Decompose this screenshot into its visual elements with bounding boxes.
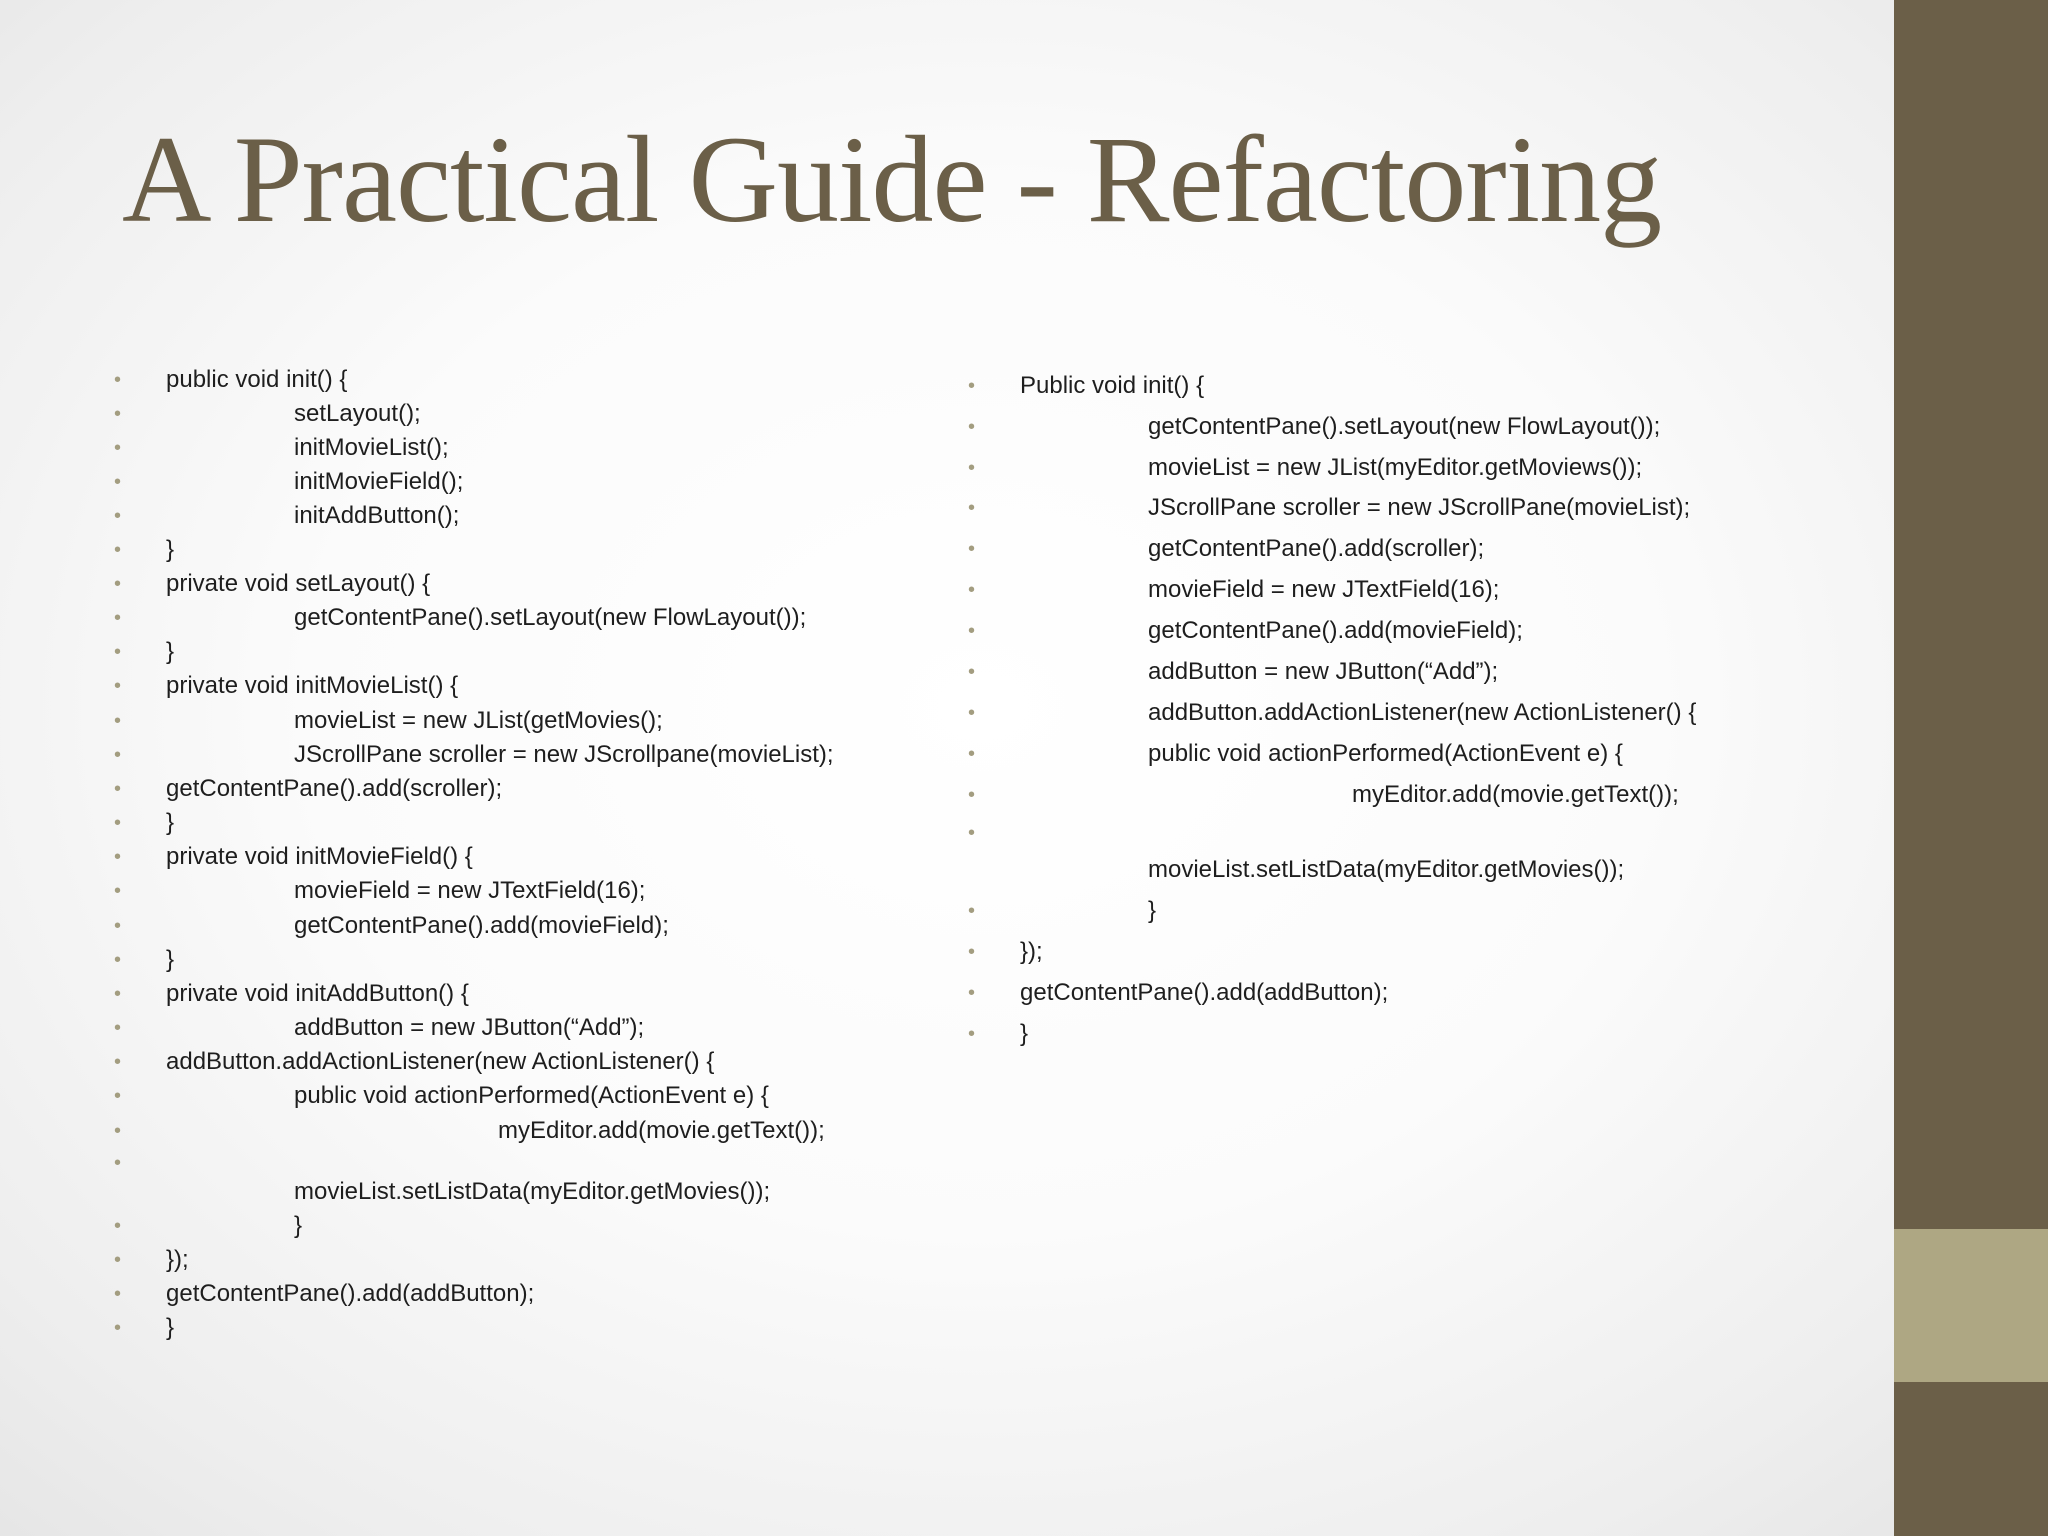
bullet-icon: •	[114, 675, 122, 697]
left-code-line	[114, 637, 1014, 667]
code-text: JScrollPane scroller = new JScrollPane(movieList);	[1148, 494, 1691, 521]
code-text: movieList = new JList(myEditor.getMoviews());	[1148, 454, 1643, 481]
left-code-line	[114, 1148, 1014, 1178]
bullet-icon: •	[968, 784, 976, 806]
bullet-icon: •	[114, 812, 122, 834]
right-code-line	[968, 855, 1868, 885]
bullet-icon: •	[968, 375, 976, 397]
code-text: initMovieList();	[294, 434, 449, 461]
code-text: getContentPane().add(movieField);	[1148, 617, 1523, 644]
right-code-line	[968, 616, 1868, 646]
right-code-line	[968, 453, 1868, 483]
code-text: }	[166, 946, 175, 973]
left-code-line	[114, 1177, 1014, 1207]
code-text: });	[166, 1246, 189, 1273]
bullet-icon: •	[114, 1051, 122, 1073]
slide-title: A Practical Guide - Refactoring	[122, 111, 1662, 248]
left-code-line	[114, 535, 1014, 565]
code-text: myEditor.add(movie.getText());	[1352, 781, 1679, 808]
left-code-line	[114, 501, 1014, 531]
code-text: addButton = new JButton(“Add”);	[1148, 658, 1499, 685]
code-text: movieField = new JTextField(16);	[294, 877, 646, 904]
code-text: public void actionPerformed(ActionEvent e) {	[1148, 740, 1623, 767]
code-text: getContentPane().add(addButton);	[1020, 979, 1389, 1006]
left-code-line	[114, 467, 1014, 497]
right-code-line	[968, 412, 1868, 442]
left-code-line	[114, 911, 1014, 941]
bullet-icon: •	[968, 620, 976, 642]
bullet-icon: •	[968, 702, 976, 724]
left-code-line	[114, 808, 1014, 838]
code-text: getContentPane().add(addButton);	[166, 1280, 535, 1307]
code-text: getContentPane().setLayout(new FlowLayout());	[1148, 413, 1661, 440]
right-code-line	[968, 534, 1868, 564]
left-code-line	[114, 774, 1014, 804]
code-text: addButton.addActionListener(new ActionListener() {	[166, 1048, 715, 1075]
right-code-line	[968, 575, 1868, 605]
left-code-line	[114, 1047, 1014, 1077]
code-text: setLayout();	[294, 400, 421, 427]
code-text: Public void init() {	[1020, 372, 1205, 399]
left-code-line	[114, 399, 1014, 429]
left-code-line	[114, 1013, 1014, 1043]
left-code-line	[114, 740, 1014, 770]
side-accent-block	[1894, 1229, 2048, 1382]
bullet-icon: •	[114, 1085, 122, 1107]
code-text: });	[1020, 938, 1043, 965]
code-text: movieList = new JList(getMovies();	[294, 707, 663, 734]
right-code-line	[968, 937, 1868, 967]
code-text: getContentPane().add(scroller);	[166, 775, 503, 802]
left-code-line	[114, 603, 1014, 633]
code-text: }	[166, 809, 175, 836]
right-code-line	[968, 739, 1868, 769]
code-text: }	[294, 1212, 303, 1239]
code-text: }	[166, 1314, 175, 1341]
left-code-line	[114, 842, 1014, 872]
left-code-line	[114, 569, 1014, 599]
bullet-icon: •	[114, 1283, 122, 1305]
bullet-icon: •	[968, 941, 976, 963]
code-text: private void initMovieField() {	[166, 843, 473, 870]
right-code-line	[968, 698, 1868, 728]
code-text: movieList.setListData(myEditor.getMovies());	[1148, 856, 1625, 883]
right-code-line	[968, 896, 1868, 926]
left-code-line	[114, 1279, 1014, 1309]
code-text: JScrollPane scroller = new JScrollpane(movieList);	[294, 741, 834, 768]
right-code-line	[968, 493, 1868, 523]
code-text: addButton = new JButton(“Add”);	[294, 1014, 645, 1041]
left-code-line	[114, 945, 1014, 975]
right-code-line	[968, 780, 1868, 810]
bullet-icon: •	[968, 982, 976, 1004]
bullet-icon: •	[114, 539, 122, 561]
left-code-line	[114, 1245, 1014, 1275]
bullet-icon: •	[968, 822, 976, 844]
code-text: getContentPane().add(movieField);	[294, 912, 669, 939]
bullet-icon: •	[114, 1249, 122, 1271]
code-text: getContentPane().setLayout(new FlowLayout());	[294, 604, 807, 631]
code-text: private void initMovieList() {	[166, 672, 459, 699]
left-code-line	[114, 433, 1014, 463]
code-text: movieList.setListData(myEditor.getMovies());	[294, 1178, 771, 1205]
left-code-line	[114, 876, 1014, 906]
left-code-line	[114, 1313, 1014, 1343]
bullet-icon: •	[114, 1215, 122, 1237]
code-text: }	[1020, 1020, 1029, 1047]
bullet-icon: •	[968, 416, 976, 438]
right-code-line	[968, 818, 1868, 848]
bullet-icon: •	[968, 900, 976, 922]
bullet-icon: •	[114, 403, 122, 425]
bullet-icon: •	[968, 497, 976, 519]
left-code-line	[114, 365, 1014, 395]
bullet-icon: •	[114, 1152, 122, 1174]
left-code-line	[114, 979, 1014, 1009]
bullet-icon: •	[968, 538, 976, 560]
bullet-icon: •	[114, 983, 122, 1005]
bullet-icon: •	[968, 661, 976, 683]
left-code-line	[114, 671, 1014, 701]
code-text: }	[1148, 897, 1157, 924]
bullet-icon: •	[114, 744, 122, 766]
bullet-icon: •	[114, 505, 122, 527]
left-code-line	[114, 1211, 1014, 1241]
bullet-icon: •	[114, 880, 122, 902]
bullet-icon: •	[968, 1023, 976, 1045]
bullet-icon: •	[114, 607, 122, 629]
right-code-line	[968, 1019, 1868, 1049]
left-code-line	[114, 1116, 1014, 1146]
code-text: initAddButton();	[294, 502, 460, 529]
bullet-icon: •	[114, 641, 122, 663]
bullet-icon: •	[114, 1120, 122, 1142]
bullet-icon: •	[114, 573, 122, 595]
code-text: }	[166, 638, 175, 665]
code-text: private void initAddButton() {	[166, 980, 469, 1007]
bullet-icon: •	[114, 471, 122, 493]
bullet-icon: •	[968, 457, 976, 479]
right-code-line	[968, 371, 1868, 401]
bullet-icon: •	[114, 1317, 122, 1339]
code-text: addButton.addActionListener(new ActionListener() {	[1148, 699, 1697, 726]
left-code-line	[114, 706, 1014, 736]
bullet-icon: •	[114, 437, 122, 459]
code-text: getContentPane().add(scroller);	[1148, 535, 1485, 562]
code-text: public void init() {	[166, 366, 348, 393]
code-text: myEditor.add(movie.getText());	[498, 1117, 825, 1144]
bullet-icon: •	[114, 710, 122, 732]
bullet-icon: •	[114, 1017, 122, 1039]
right-code-line	[968, 978, 1868, 1008]
code-text: public void actionPerformed(ActionEvent e) {	[294, 1082, 769, 1109]
code-text: initMovieField();	[294, 468, 464, 495]
bullet-icon: •	[114, 915, 122, 937]
bullet-icon: •	[114, 846, 122, 868]
bullet-icon: •	[114, 949, 122, 971]
bullet-icon: •	[114, 369, 122, 391]
code-text: }	[166, 536, 175, 563]
right-code-line	[968, 657, 1868, 687]
bullet-icon: •	[968, 743, 976, 765]
code-text: movieField = new JTextField(16);	[1148, 576, 1500, 603]
bullet-icon: •	[968, 579, 976, 601]
bullet-icon: •	[114, 778, 122, 800]
left-code-line	[114, 1081, 1014, 1111]
code-text: private void setLayout() {	[166, 570, 431, 597]
